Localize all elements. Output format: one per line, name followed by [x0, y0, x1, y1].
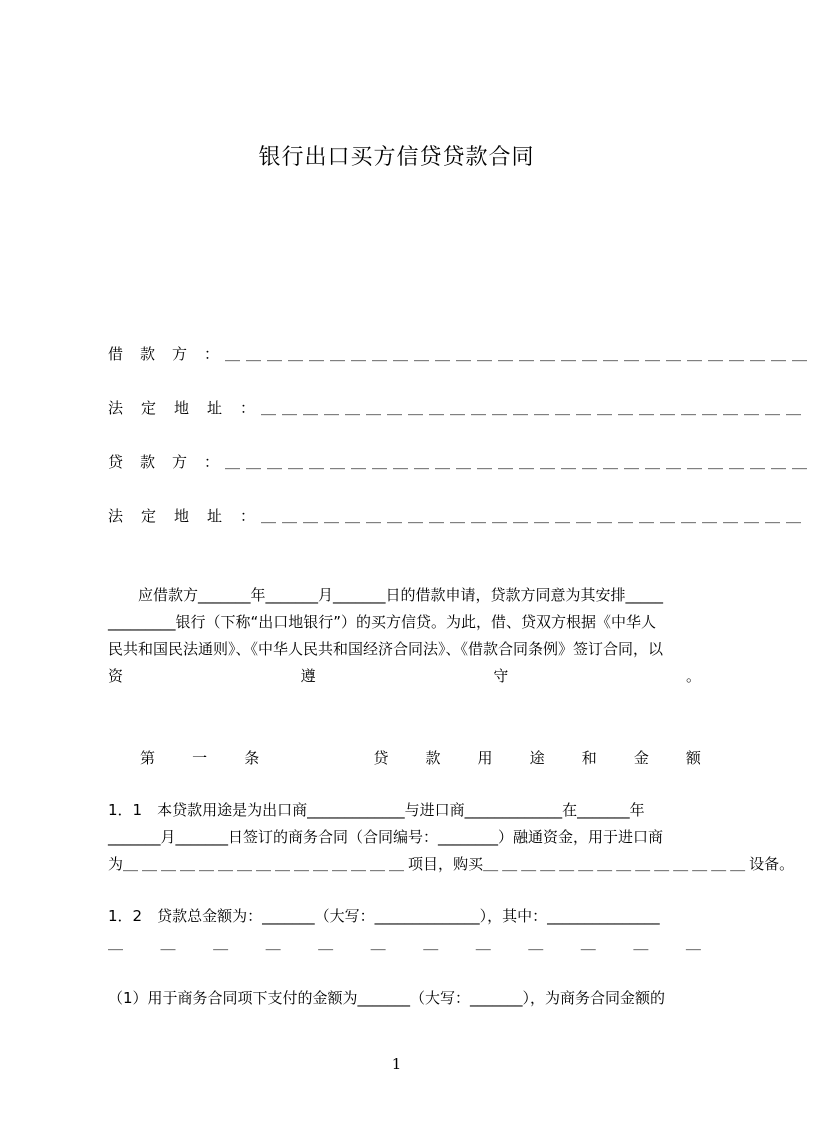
- clause-blank: ＿: [685, 934, 701, 952]
- clause-1-1-line-1: 1．1 本贷款用途是为出口商_____________与进口商_____________在_______年: [108, 801, 645, 819]
- heading-char: 和: [581, 749, 597, 767]
- document-title: 银行出口买方信贷贷款合同: [258, 145, 535, 170]
- heading-char: 额: [685, 749, 701, 767]
- clause-blank: ＿: [423, 934, 439, 952]
- heading-char: 贷: [373, 749, 389, 767]
- intro-word: 守: [493, 667, 509, 685]
- borrower-colon: ：: [204, 345, 220, 363]
- clause-1-2-line-1: 1．2 贷款总金额为：_______（大写：______________），其中：_______________: [108, 907, 660, 925]
- clause-word: 为: [108, 855, 124, 873]
- intro-line-2: _________银行（下称“出口地银行”）的买方信贷。为此，借、贷双方根据《中华人: [108, 613, 657, 631]
- clause-blank: ＿: [265, 934, 281, 952]
- borrower-address-blank: ＿＿＿＿＿＿＿＿＿＿＿＿＿＿＿＿＿＿＿＿＿＿＿＿＿＿: [261, 399, 808, 417]
- clause-word: 备: [764, 855, 780, 873]
- clause-blank: ＿: [318, 934, 334, 952]
- clause-blank: ＿: [580, 934, 596, 952]
- clause-word: 目，: [423, 855, 454, 873]
- lender-blank: ＿＿＿＿＿＿＿＿＿＿＿＿＿＿＿＿＿＿＿＿＿＿＿＿＿＿＿＿: [225, 453, 813, 471]
- clause-blank: ＿: [108, 934, 124, 952]
- borrower-address-colon: ：: [240, 399, 256, 417]
- article-1-heading: [140, 745, 701, 772]
- clause-1-2-item-1: （1）用于商务合同项下支付的金额为_______（大写：_______），为商务合同金额的: [108, 989, 666, 1007]
- heading-char: 一: [192, 749, 208, 767]
- page-number: 1: [391, 1055, 402, 1073]
- clause-1-1-line-2: _______月_______日签订的商务合同（合同编号：________）融通资金，用于进口商: [108, 828, 664, 846]
- clause-blank: ＿: [160, 934, 176, 952]
- clause-blank: ＿: [528, 934, 544, 952]
- clause-word: 设: [749, 855, 765, 873]
- intro-line-1: 应借款方_______年_______月_______日的借款申请，贷款方同意为其安排_____: [108, 586, 664, 604]
- lender-address-blank: ＿＿＿＿＿＿＿＿＿＿＿＿＿＿＿＿＿＿＿＿＿＿＿＿＿＿: [261, 507, 808, 525]
- lender-colon: ：: [204, 453, 220, 471]
- lender-address-label: 法定地址: [108, 507, 241, 525]
- clause-1-2-line-2: [108, 930, 701, 957]
- clause-blank: ＿: [370, 934, 386, 952]
- intro-word: 遵: [300, 667, 316, 685]
- borrower-field: [108, 344, 813, 364]
- intro-line-3: 民共和国民法通则》、《中华人民共和国经济合同法》、《借款合同条例》签订合同，以: [108, 640, 664, 658]
- lender-label: 贷款方: [108, 453, 205, 471]
- intro-word: 资: [108, 667, 124, 685]
- heading-char: 款: [425, 749, 441, 767]
- clause-blank: ＿: [213, 934, 229, 952]
- heading-char: 金: [633, 749, 649, 767]
- clause-blank: ＿: [475, 934, 491, 952]
- intro-word: 。: [685, 667, 701, 685]
- intro-line-4: [108, 663, 701, 690]
- borrower-blank: ＿＿＿＿＿＿＿＿＿＿＿＿＿＿＿＿＿＿＿＿＿＿＿＿＿＿＿＿: [225, 345, 813, 363]
- heading-gap: [296, 745, 336, 772]
- clause-blank: ＿＿＿＿＿＿＿＿＿＿＿＿＿＿＿: [123, 855, 409, 873]
- borrower-address-label: 法定地址: [108, 399, 241, 417]
- heading-char: 第: [140, 749, 156, 767]
- clause-blank: ＿＿＿＿＿＿＿＿＿＿＿＿＿＿: [483, 855, 750, 873]
- borrower-label: 借款方: [108, 345, 205, 363]
- clause-word: 购: [453, 855, 469, 873]
- clause-blank: ＿: [633, 934, 649, 952]
- clause-word: 买: [468, 855, 484, 873]
- lender-address-colon: ：: [240, 507, 256, 525]
- borrower-address-field: [108, 398, 808, 418]
- heading-char: 途: [529, 749, 545, 767]
- heading-char: 条: [244, 749, 260, 767]
- lender-field: [108, 452, 813, 472]
- clause-1-1-line-3: [108, 851, 795, 878]
- lender-address-field: [108, 506, 808, 526]
- heading-char: 用: [477, 749, 493, 767]
- clause-word: 项: [408, 855, 424, 873]
- clause-word: 。: [779, 855, 795, 873]
